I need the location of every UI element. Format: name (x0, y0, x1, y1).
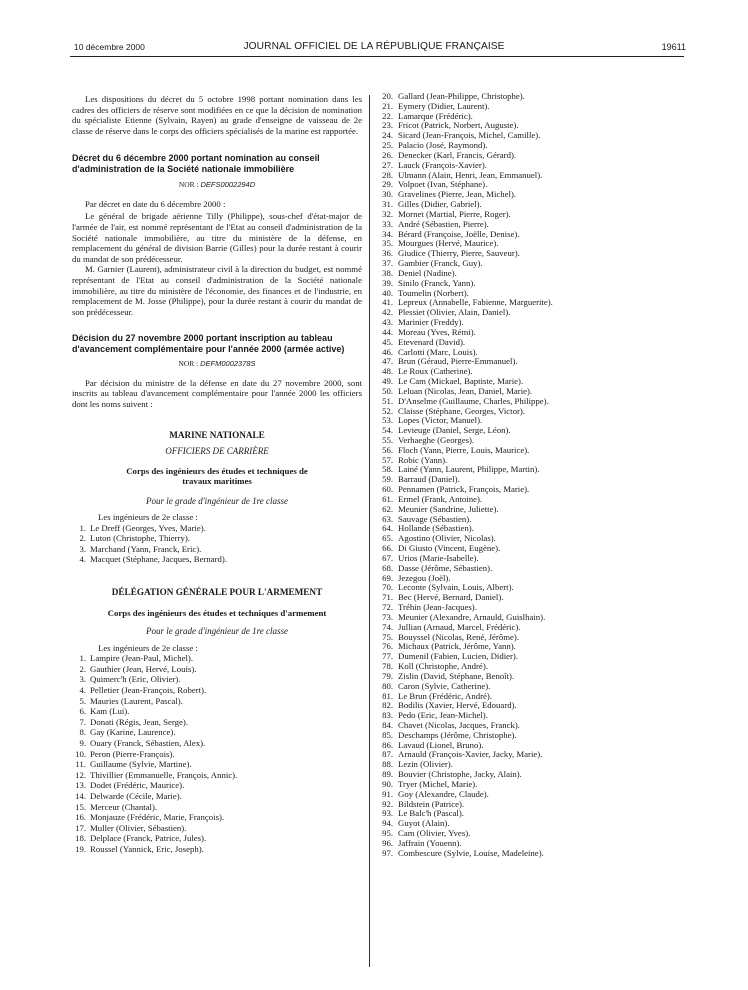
list-item-name: Sicard (Jean-François, Michel, Camille). (398, 130, 541, 141)
list-item-number: 55. (382, 434, 393, 445)
list-item-number: 51. (382, 395, 393, 406)
list-item-number: 47. (382, 356, 393, 367)
list-item-number: 4. (79, 685, 86, 696)
list-item-number: 46. (382, 346, 393, 357)
list-item-number: 22. (382, 110, 393, 121)
list-item-name: Ulmann (Alain, Henri, Jean, Emmanuel). (398, 169, 543, 180)
list-item-name: Lamarque (Frédéric). (398, 110, 473, 121)
list-item-name: Agostino (Olivier, Nicolas). (398, 533, 496, 544)
list-item-name: Sinilo (Franck, Yann). (398, 277, 476, 288)
list-item-number: 40. (382, 287, 393, 298)
header-rule (70, 56, 684, 57)
list-item-name: Cam (Olivier, Yves). (398, 828, 471, 839)
list-item-number: 71. (382, 592, 393, 603)
list-item-name: Le Brun (Frédéric, André). (398, 690, 493, 701)
list-item-number: 54. (382, 425, 393, 436)
list-item-number: 56. (382, 444, 393, 455)
list-item-name: Caron (Sylvie, Catherine). (398, 680, 491, 691)
list-item-name: Le Balc'h (Pascal). (398, 808, 464, 819)
list-item-name: Volpoet (Ivan, Stéphane). (398, 179, 488, 190)
list-item-name: Lepreux (Annabelle, Fabienne, Marguerite). (398, 297, 553, 308)
list-item-name: Ermel (Frank, Antoine). (398, 493, 483, 504)
list-item (72, 759, 362, 770)
list-item-name: Robic (Yann). (398, 454, 448, 465)
list-item (72, 727, 362, 738)
list-item-number: 26. (382, 149, 393, 160)
marine-list-label: Les ingénieurs de 2e classe : (98, 512, 198, 523)
list-item-number: 12. (75, 769, 86, 780)
decret-intro: Par décret en date du 6 décembre 2000 : (85, 198, 226, 209)
list-item-number: 8. (79, 727, 86, 738)
list-item-number: 68. (382, 562, 393, 573)
intro-paragraph: Les dispositions du décret du 5 octobre 1998 portant nomination dans les cadres des officiers de réserve sont modifiées en ce que la décision de nomination du spécialiste Etienne (Sylvain, Rayen) au grade d'enseigne de vaisseau de 2e classe de réserve dans le corps des officiers spécialisés de la marine est rapportée. (72, 94, 362, 136)
list-item-number: 48. (382, 366, 393, 377)
list-item-name: Verhaeghe (Georges). (398, 434, 475, 445)
list-item-name: Marchand (Yann, Franck, Eric). (90, 543, 202, 554)
list-item-number: 37. (382, 258, 393, 269)
list-item-number: 85. (382, 729, 393, 740)
list-item-number: 57. (382, 454, 393, 465)
list-item-name: Leluan (Nicolas, Jean, Daniel, Marie). (398, 385, 533, 396)
dga-list-left (72, 653, 362, 854)
list-item-name: Denecker (Karl, Francis, Gérard). (398, 149, 517, 160)
list-item-name: Lopes (Victor, Manuel). (398, 415, 483, 426)
list-item-name: Plessiet (Olivier, Alain, Daniel). (398, 307, 511, 318)
list-item-name: Thivillier (Emmanuelle, François, Annic). (90, 769, 238, 780)
list-item-number: 95. (382, 828, 393, 839)
list-item-name: Chavet (Nicolas, Jacques, Franck). (398, 720, 520, 730)
list-item-name: Muller (Olivier, Sébastien). (90, 822, 187, 833)
list-item-number: 93. (382, 808, 393, 819)
list-item-name: Lainé (Yann, Laurent, Philippe, Martin). (398, 464, 540, 475)
list-item-number: 39. (382, 277, 393, 288)
list-item-name: Bérard (Françoise, Joëlle, Denise). (398, 228, 520, 239)
list-item (72, 696, 362, 707)
marine-heading: MARINE NATIONALE (169, 429, 265, 440)
list-item-number: 19. (75, 843, 86, 854)
list-item-number: 21. (382, 100, 393, 111)
list-item (72, 717, 362, 728)
list-item-number: 58. (382, 464, 393, 475)
list-item-number: 15. (75, 801, 86, 812)
list-item-name: Gallard (Jean-Philippe, Christophe). (398, 91, 525, 101)
list-item-name: Meunier (Alexandre, Arnauld, Guislhain). (398, 611, 546, 622)
list-item-number: 20. (382, 91, 393, 101)
list-item (72, 844, 362, 855)
list-item-name: Di Giusto (Vincent, Eugène). (398, 543, 501, 554)
list-item-number: 14. (75, 790, 86, 801)
list-item-number: 82. (382, 700, 393, 711)
list-item-number: 65. (382, 533, 393, 544)
list-item-number: 96. (382, 837, 393, 848)
list-item (72, 738, 362, 749)
decret-title: Décret du 6 décembre 2000 portant nomination au conseil d'administration de la Société nationale immobilière (72, 153, 320, 174)
list-item (72, 706, 362, 717)
column-divider (369, 95, 370, 967)
list-item-number: 79. (382, 670, 393, 681)
list-item (72, 523, 362, 534)
list-item-name: Mornet (Martial, Pierre, Roger). (398, 208, 511, 219)
list-item-name: Lampire (Jean-Paul, Michel). (90, 653, 194, 664)
list-item (72, 833, 362, 844)
list-item-name: Dasse (Jérôme, Sébastien). (398, 562, 493, 573)
list-item-name: Tréhin (Jean-Jacques). (398, 602, 477, 613)
list-item (72, 791, 362, 802)
list-item (72, 780, 362, 791)
list-item-number: 72. (382, 602, 393, 613)
list-item (72, 749, 362, 760)
list-item-name: Jullian (Arnaud, Marcel, Frédéric). (398, 621, 521, 632)
list-item-number: 30. (382, 189, 393, 200)
list-item-number: 62. (382, 503, 393, 514)
list-item-number: 92. (382, 798, 393, 809)
list-item-name: Bouvier (Christophe, Jacky, Alain). (398, 769, 522, 780)
list-item-number: 83. (382, 710, 393, 721)
list-item-number: 50. (382, 385, 393, 396)
list-item-name: Bildstein (Patrice). (398, 798, 465, 809)
list-item-name: Urios (Marie-Isabelle). (398, 552, 479, 563)
list-item (72, 533, 362, 544)
list-item-name: Ouary (Franck, Sébastien, Alex). (90, 738, 206, 748)
list-item-name: Floch (Yann, Pierre, Louis, Maurice). (398, 444, 530, 455)
marine-corps: Corps des ingénieurs des études et techniques de travaux maritimes (126, 465, 308, 487)
list-item-name: Luton (Christophe, Thierry). (90, 533, 190, 544)
list-item-name: Deschamps (Jérôme, Christophe). (398, 729, 517, 740)
list-item-number: 74. (382, 621, 393, 632)
dga-list-label: Les ingénieurs de 2e classe : (98, 642, 198, 653)
list-item-name: Gay (Karine, Laurence). (90, 727, 176, 738)
list-item-number: 23. (382, 120, 393, 131)
list-item-number: 28. (382, 169, 393, 180)
decision-intro: Par décision du ministre de la défense en date du 27 novembre 2000, sont inscrits au tableau d'avancement complémentaire pour l'année 2000 les officiers dont les noms suivent : (72, 377, 362, 409)
right-column (376, 92, 676, 859)
list-item-name: Le Roux (Catherine). (398, 366, 473, 377)
list-item-number: 81. (382, 690, 393, 701)
list-item-number: 77. (382, 651, 393, 662)
list-item-number: 91. (382, 788, 393, 799)
list-item-number: 64. (382, 523, 393, 534)
list-item-name: Merceur (Chantal). (90, 801, 158, 812)
list-item-name: Gambier (Franck, Guy). (398, 258, 483, 269)
list-item-number: 59. (382, 474, 393, 485)
list-item-number: 44. (382, 326, 393, 337)
list-item-number: 32. (382, 208, 393, 219)
list-item-number: 49. (382, 376, 393, 387)
list-item-name: Bodilis (Xavier, Hervé, Edouard). (398, 700, 517, 711)
list-item-number: 6. (79, 706, 86, 717)
list-item-name: Bec (Hervé, Bernard, Daniel). (398, 592, 504, 603)
list-item-name: Zislin (David, Stéphane, Benoît). (398, 670, 515, 681)
list-item-number: 3. (79, 674, 86, 685)
list-item (72, 554, 362, 565)
list-item-name: Mauries (Laurent, Pascal). (90, 695, 183, 706)
list-item-number: 29. (382, 179, 393, 190)
marine-list (72, 523, 362, 565)
dga-list-right (376, 92, 676, 859)
list-item-number: 86. (382, 739, 393, 750)
list-item-name: Lezin (Olivier). (398, 759, 453, 770)
list-item-number: 27. (382, 159, 393, 170)
list-item-name: Arnauld (François-Xavier, Jacky, Marie). (398, 749, 543, 760)
decret-paragraph-garnier: M. Garnier (Laurent), administrateur civil à la direction du budget, est nommé représentant de l'Etat au conseil d'administration de la Société nationale immobilière, au titre du ministère de l'économie, des finances et de l'industrie, en remplacement de M. Josse (Philippe), pour la durée restant à courir du mandat de son prédécesseur. (72, 264, 362, 317)
list-item-name: Mourgues (Hervé, Maurice). (398, 238, 499, 249)
left-column (72, 94, 362, 855)
list-item-name: Fricot (Patrick, Norbert, Auguste). (398, 120, 519, 131)
list-item-number: 3. (79, 543, 86, 554)
list-item-name: Goy (Alexandre, Claude). (398, 788, 489, 799)
list-item-number: 75. (382, 631, 393, 642)
list-item-number: 78. (382, 661, 393, 672)
list-item-number: 36. (382, 248, 393, 259)
list-item-name: Michaux (Patrick, Jérôme, Yann). (398, 641, 516, 652)
decret-nor: NOR : DEFS0002294D (178, 180, 256, 190)
list-item-number: 16. (75, 812, 86, 823)
list-item-name: Lauck (François-Xavier). (398, 159, 487, 170)
list-item-number: 11. (75, 759, 86, 770)
list-item-number: 80. (382, 680, 393, 691)
list-item-number: 35. (382, 238, 393, 249)
list-item (72, 653, 362, 664)
list-item-number: 24. (382, 130, 393, 141)
list-item-name: Marinier (Freddy). (398, 317, 464, 328)
list-item (72, 770, 362, 781)
list-item-number: 70. (382, 582, 393, 593)
list-item-name: Etevenard (David). (398, 336, 466, 347)
list-item-number: 84. (382, 720, 393, 730)
list-item-name: Jaffrain (Youenn). (398, 837, 462, 848)
decret-paragraph-tilly: Le général de brigade aérienne Tilly (Philippe), sous-chef d'état-major de l'armée de l'air, est nommé représentant de l'Etat au conseil d'administration de la Société nationale immobilière, au titre du ministère de la défense, en remplacement du général de division Barrie (Gilles) pour la durée restant à courir du mandat de son prédécesseur. (72, 211, 362, 264)
marine-grade: Pour le grade d'ingénieur de 1re classe (145, 495, 289, 506)
list-item-number: 1. (79, 653, 86, 664)
header-date: 10 décembre 2000 (74, 42, 145, 52)
list-item-number: 43. (382, 317, 393, 328)
list-item-number: 38. (382, 267, 393, 278)
list-item-name: Claisse (Stéphane, Georges, Victor). (398, 405, 525, 416)
list-item-name: Lavaud (Lionel, Bruno). (398, 739, 484, 750)
list-item-number: 2. (79, 533, 86, 544)
list-item-number: 9. (79, 738, 86, 748)
list-item-name: Macquet (Stéphane, Jacques, Bernard). (90, 554, 228, 565)
list-item-name: Gravelines (Pierre, Jean, Michel). (398, 189, 517, 200)
list-item-name: Combescure (Sylvie, Louise, Madeleine). (398, 847, 544, 858)
list-item-name: Bouyssel (Nicolas, René, Jérôme). (398, 631, 520, 642)
list-item-number: 97. (382, 847, 393, 858)
list-item-name: Giudice (Thierry, Pierre, Sauveur). (398, 248, 520, 259)
list-item-number: 41. (382, 297, 393, 308)
list-item-number: 7. (79, 716, 86, 727)
list-item-number: 88. (382, 759, 393, 770)
list-item-name: Koll (Christophe, André). (398, 661, 488, 672)
list-item-name: Pennamen (Patrick, François, Marie). (398, 484, 530, 495)
list-item-number: 76. (382, 641, 393, 652)
list-item-number: 31. (382, 199, 393, 210)
list-item-name: Dodet (Frédéric, Maurice). (90, 780, 185, 791)
list-item-number: 90. (382, 778, 393, 789)
list-item-number: 63. (382, 513, 393, 524)
list-item-name: Monjauze (Frédéric, Marie, François). (90, 812, 225, 823)
list-item-number: 67. (382, 552, 393, 563)
list-item (376, 849, 676, 859)
list-item-name: Meunier (Sandrine, Juliette). (398, 503, 499, 514)
list-item-number: 33. (382, 218, 393, 229)
list-item-number: 25. (382, 140, 393, 151)
list-item-name: Tryer (Michel, Marie). (398, 778, 478, 789)
list-item-name: Deniel (Nadine). (398, 267, 457, 278)
list-item-number: 13. (75, 780, 86, 791)
list-item-name: Barraud (Daniel). (398, 474, 460, 485)
list-item-number: 4. (79, 554, 86, 565)
list-item-name: Guyot (Alain). (398, 818, 450, 829)
list-item-name: Roussel (Yannick, Eric, Joseph). (90, 843, 204, 854)
list-item-name: Jezegou (Joël). (398, 572, 451, 583)
decision-title: Décision du 27 novembre 2000 portant inscription au tableau d'avancement complémentaire pour l'année 2000 (armée active) (72, 333, 345, 354)
list-item-name: Peron (Pierre-François). (90, 748, 175, 759)
list-item-number: 10. (75, 748, 86, 759)
list-item-name: D'Anselme (Guillaume, Charles, Philippe). (398, 395, 549, 406)
marine-subheading: OFFICIERS DE CARRIÈRE (165, 446, 269, 457)
list-item-name: Quimerc'h (Eric, Olivier). (90, 674, 181, 685)
header-journal-title: JOURNAL OFFICIEL DE LA RÉPUBLIQUE FRANÇAISE (243, 41, 505, 52)
list-item-name: Eymery (Didier, Laurent). (398, 100, 490, 111)
list-item-number: 5. (79, 695, 86, 706)
list-item-number: 53. (382, 415, 393, 426)
list-item-name: Brun (Géraud, Pierre-Emmanuel). (398, 356, 518, 367)
list-item-name: Pelletier (Jean-François, Robert). (90, 685, 207, 696)
dga-heading: DÉLÉGATION GÉNÉRALE POUR L'ARMEMENT (111, 587, 323, 598)
list-item-number: 18. (75, 833, 86, 844)
list-item-name: Palacio (José, Raymond). (398, 140, 488, 151)
list-item-number: 89. (382, 769, 393, 780)
list-item-name: Donati (Régis, Jean, Serge). (90, 716, 189, 727)
list-item-name: Le Dreff (Georges, Yves, Marie). (90, 522, 206, 533)
dga-grade: Pour le grade d'ingénieur de 1re classe (145, 626, 289, 637)
list-item (72, 664, 362, 675)
list-item-name: Kam (Lui). (90, 706, 130, 717)
list-item-name: André (Sébastien, Pierre). (398, 218, 489, 229)
list-item-name: Le Cam (Mickael, Baptiste, Marie). (398, 376, 524, 387)
header-page-number: 19611 (661, 42, 686, 52)
list-item-number: 66. (382, 543, 393, 554)
decision-nor: NOR : DEFM0002378S (178, 359, 256, 369)
dga-corps: Corps des ingénieurs des études et techniques d'armement (107, 607, 327, 618)
list-item (72, 823, 362, 834)
list-item-name: Levieuge (Daniel, Serge, Léon). (398, 425, 511, 436)
list-item (72, 812, 362, 823)
list-item-name: Delplace (Franck, Patrice, Jules). (90, 833, 207, 844)
list-item-name: Toumelin (Norbert). (398, 287, 469, 298)
list-item-name: Gauthier (Jean, Hervé, Louis). (90, 663, 197, 674)
list-item-number: 52. (382, 405, 393, 416)
list-item (72, 685, 362, 696)
list-item-number: 45. (382, 336, 393, 347)
list-item-number: 42. (382, 307, 393, 318)
list-item-number: 60. (382, 484, 393, 495)
list-item-number: 61. (382, 493, 393, 504)
list-item-name: Dumenil (Fabien, Lucien, Didier). (398, 651, 519, 662)
list-item-number: 69. (382, 572, 393, 583)
list-item-name: Guillaume (Sylvie, Martine). (90, 759, 192, 770)
list-item (72, 674, 362, 685)
list-item-name: Moreau (Yves, Rémi). (398, 326, 476, 337)
list-item-number: 1. (79, 522, 86, 533)
list-item-number: 34. (382, 228, 393, 239)
list-item (72, 802, 362, 813)
list-item-number: 94. (382, 818, 393, 829)
list-item-number: 17. (75, 822, 86, 833)
list-item (72, 544, 362, 555)
list-item-name: Leconte (Sylvain, Louis, Albert). (398, 582, 514, 593)
list-item-number: 87. (382, 749, 393, 760)
list-item-number: 2. (79, 663, 86, 674)
list-item-name: Pedo (Eric, Jean-Michel). (398, 710, 488, 721)
list-item-name: Delwarde (Cécile, Marie). (90, 790, 182, 801)
list-item-name: Gilles (Didier, Gabriel). (398, 199, 482, 210)
list-item-number: 73. (382, 611, 393, 622)
list-item-name: Hollande (Sébastien). (398, 523, 474, 534)
list-item-name: Carlotti (Marc, Louis). (398, 346, 478, 357)
list-item-name: Sauvage (Sébastien). (398, 513, 472, 524)
